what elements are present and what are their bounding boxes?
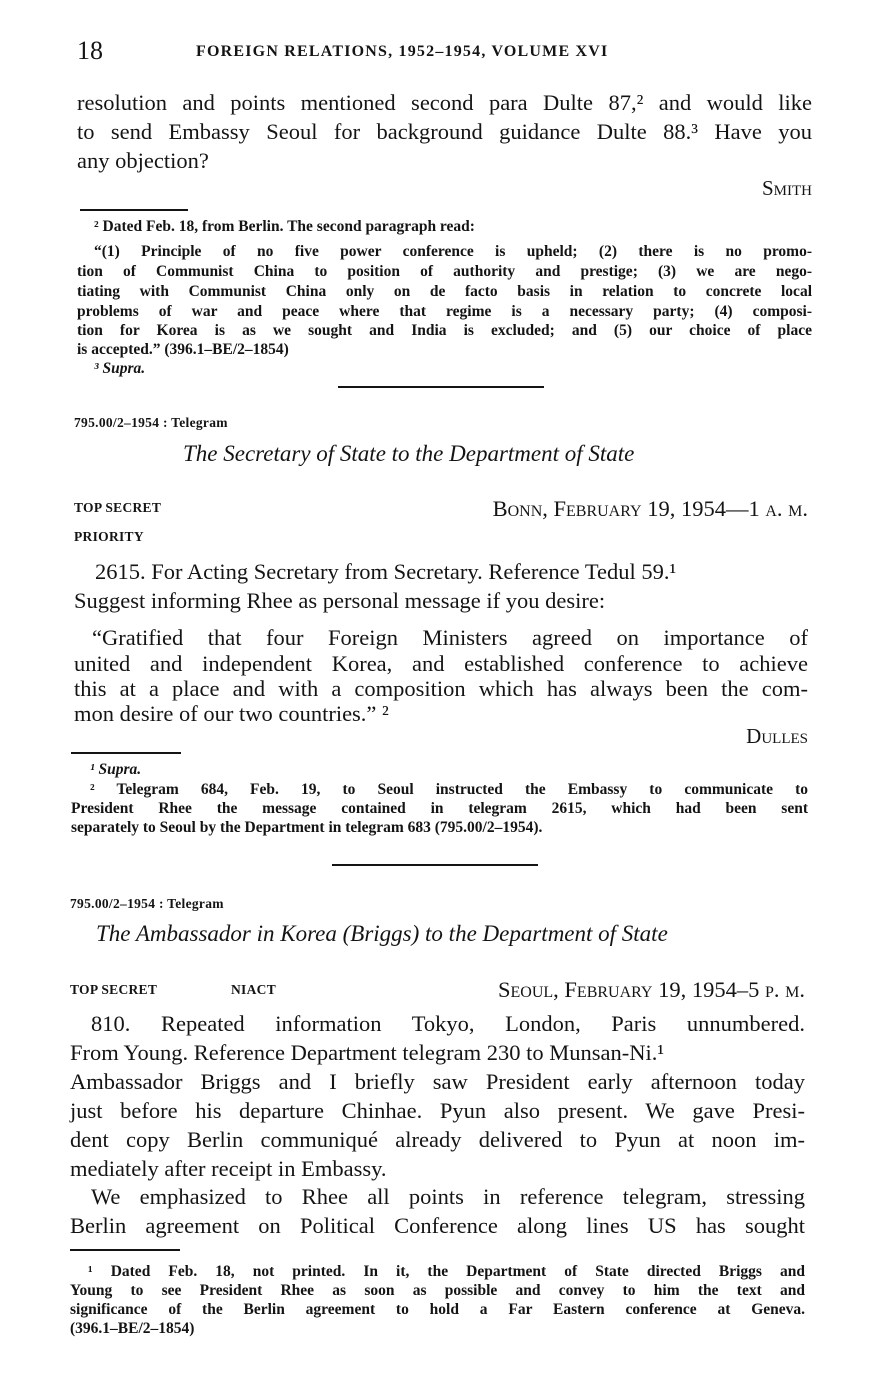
- footnote-2-line: is accepted.” (396.1–BE/2–1854): [77, 341, 289, 358]
- footnote-rule: [71, 752, 181, 754]
- quote-line: mon desire of our two countries.” ²: [74, 701, 389, 726]
- file-reference: 795.00/2–1954 : Telegram: [74, 415, 228, 430]
- footnote-2-line: tiating with Communist China only on de facto basis in relation to concrete local: [77, 283, 812, 300]
- place-date: Bonn, February 19, 1954—1 a. m.: [492, 496, 808, 521]
- body-line: any objection?: [77, 148, 209, 173]
- section-divider: [338, 386, 544, 388]
- document-title: The Secretary of State to the Department of State: [183, 441, 635, 466]
- body-line: We emphasized to Rhee all points in reference telegram, stressing: [91, 1184, 805, 1209]
- classification: TOP SECRET: [74, 500, 162, 515]
- footnote-2-line: separately to Seoul by the Department in telegram 683 (795.00/2–1954).: [71, 819, 543, 836]
- body-line: 810. Repeated information Tokyo, London, Paris unnumbered.: [91, 1011, 805, 1036]
- body-line: just before his departure Chinhae. Pyun also present. We gave Presi-: [70, 1098, 805, 1123]
- running-title: FOREIGN RELATIONS, 1952–1954, VOLUME XVI: [196, 43, 609, 60]
- body-line: to send Embassy Seoul for background guidance Dulte 88.³ Have you: [77, 119, 812, 144]
- place-date: Seoul, February 19, 1954–5 p. m.: [497, 977, 805, 1002]
- footnote-1: ¹ Supra.: [90, 761, 142, 778]
- footnote-2-line: problems of war and peace where that regime is a necessary party; (4) composi-: [77, 303, 812, 320]
- section-divider: [332, 864, 538, 866]
- body-line: mediately after receipt in Embassy.: [70, 1156, 387, 1181]
- file-reference: 795.00/2–1954 : Telegram: [70, 896, 224, 911]
- body-line: resolution and points mentioned second para Dulte 87,² and would like: [77, 90, 812, 115]
- footnote-2-line: ² Telegram 684, Feb. 19, to Seoul instructed the Embassy to communicate to: [90, 781, 808, 798]
- body-line: From Young. Reference Department telegram 230 to Munsan-Ni.¹: [70, 1040, 665, 1065]
- footnote-2-line: President Rhee the message contained in telegram 2615, which had been sent: [71, 800, 808, 817]
- body-line: dent copy Berlin communiqué already delivered to Pyun at noon im-: [70, 1127, 805, 1152]
- footnote-3: ³ Supra.: [94, 360, 146, 377]
- footnote-rule: [80, 209, 188, 211]
- footnote-1-line: (396.1–BE/2–1854): [70, 1320, 195, 1337]
- footnote-2-line: tion for Korea is as we sought and India is excluded; and (5) our choice of place: [77, 322, 812, 339]
- body-line: Suggest informing Rhee as personal message if you desire:: [74, 588, 606, 613]
- footnote-1-line: significance of the Berlin agreement to hold a Far Eastern conference at Geneva.: [70, 1301, 805, 1318]
- footnote-2-head: ² Dated Feb. 18, from Berlin. The second paragraph read:: [94, 218, 475, 235]
- page-number: 18: [77, 36, 103, 65]
- body-line: Ambassador Briggs and I briefly saw President early afternoon today: [70, 1069, 805, 1094]
- footnote-rule: [70, 1249, 180, 1251]
- quote-line: this at a place and with a composition which has always been the com-: [74, 676, 808, 701]
- footnote-1-line: Young to see President Rhee as soon as possible and convey to him the text and: [70, 1282, 805, 1299]
- signature-dulles: Dulles: [746, 724, 808, 748]
- footnote-2-line: “(1) Principle of no five power conference is upheld; (2) there is no promo-: [94, 243, 812, 260]
- footnote-2-line: tion of Communist China to position of authority and prestige; (3) we are nego-: [77, 263, 812, 280]
- quote-line: “Gratified that four Foreign Ministers agreed on importance of: [92, 625, 808, 650]
- niact: NIACT: [231, 982, 277, 997]
- classification: TOP SECRET: [70, 982, 158, 997]
- body-line: Berlin agreement on Political Conference along lines US has sought: [70, 1213, 805, 1238]
- document-title: The Ambassador in Korea (Briggs) to the Department of State: [96, 921, 668, 946]
- priority: PRIORITY: [74, 529, 144, 544]
- body-line: 2615. For Acting Secretary from Secretary. Reference Tedul 59.¹: [95, 559, 677, 584]
- signature-smith: Smith: [761, 176, 812, 200]
- footnote-1-line: ¹ Dated Feb. 18, not printed. In it, the Department of State directed Briggs and: [88, 1263, 805, 1280]
- quote-line: united and independent Korea, and established conference to achieve: [74, 651, 808, 676]
